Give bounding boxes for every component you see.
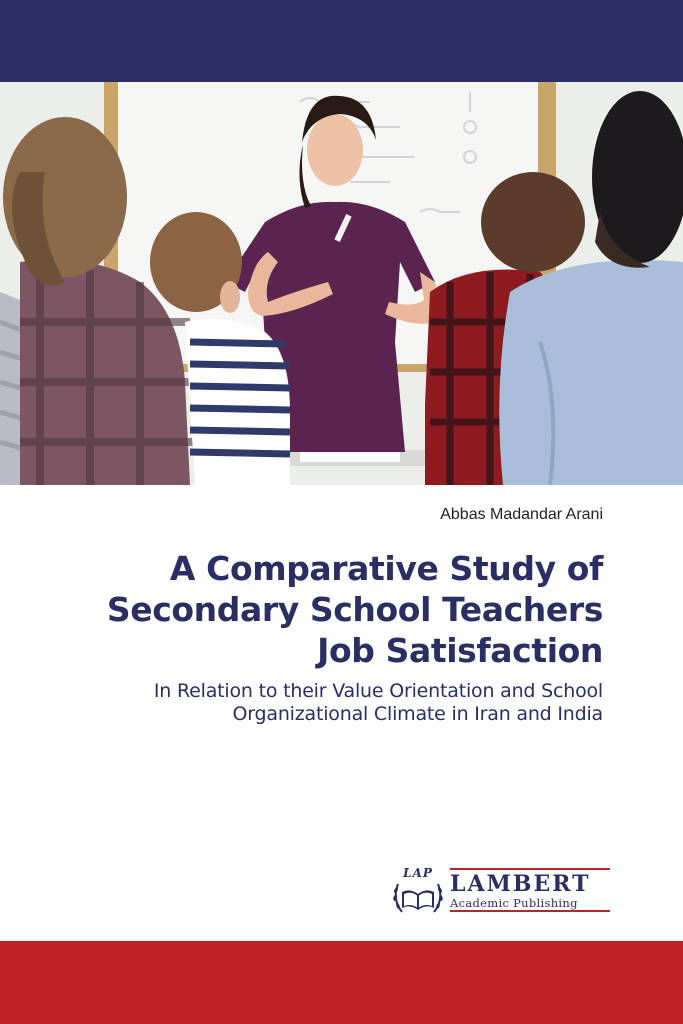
book-subtitle: [43, 680, 603, 726]
subtitle-line-2: Organizational Climate in Iran and India: [232, 703, 603, 725]
publisher-bottom-rule: [450, 910, 610, 912]
top-color-band: [0, 0, 683, 82]
title-line-1: A Comparative Study of: [169, 549, 603, 588]
cover-photo-classroom: [0, 82, 683, 485]
open-book-wreath-icon: [390, 862, 446, 918]
title-line-3: Job Satisfaction: [317, 631, 603, 670]
title-line-2: Secondary School Teachers: [106, 590, 603, 629]
author-name: Abbas Madandar Arani: [440, 506, 603, 523]
publisher-emblem-text: LAP: [403, 866, 433, 880]
bottom-color-band: [0, 941, 683, 1024]
publisher-wordmark: [450, 868, 610, 912]
publisher-top-rule: [450, 868, 610, 870]
publisher-name: LAMBERT: [450, 871, 591, 897]
subtitle-line-1: In Relation to their Value Orientation and School: [153, 680, 603, 702]
publisher-tagline: Academic Publishing: [450, 896, 578, 910]
book-title: [43, 548, 603, 671]
publisher-logo: [390, 862, 612, 918]
